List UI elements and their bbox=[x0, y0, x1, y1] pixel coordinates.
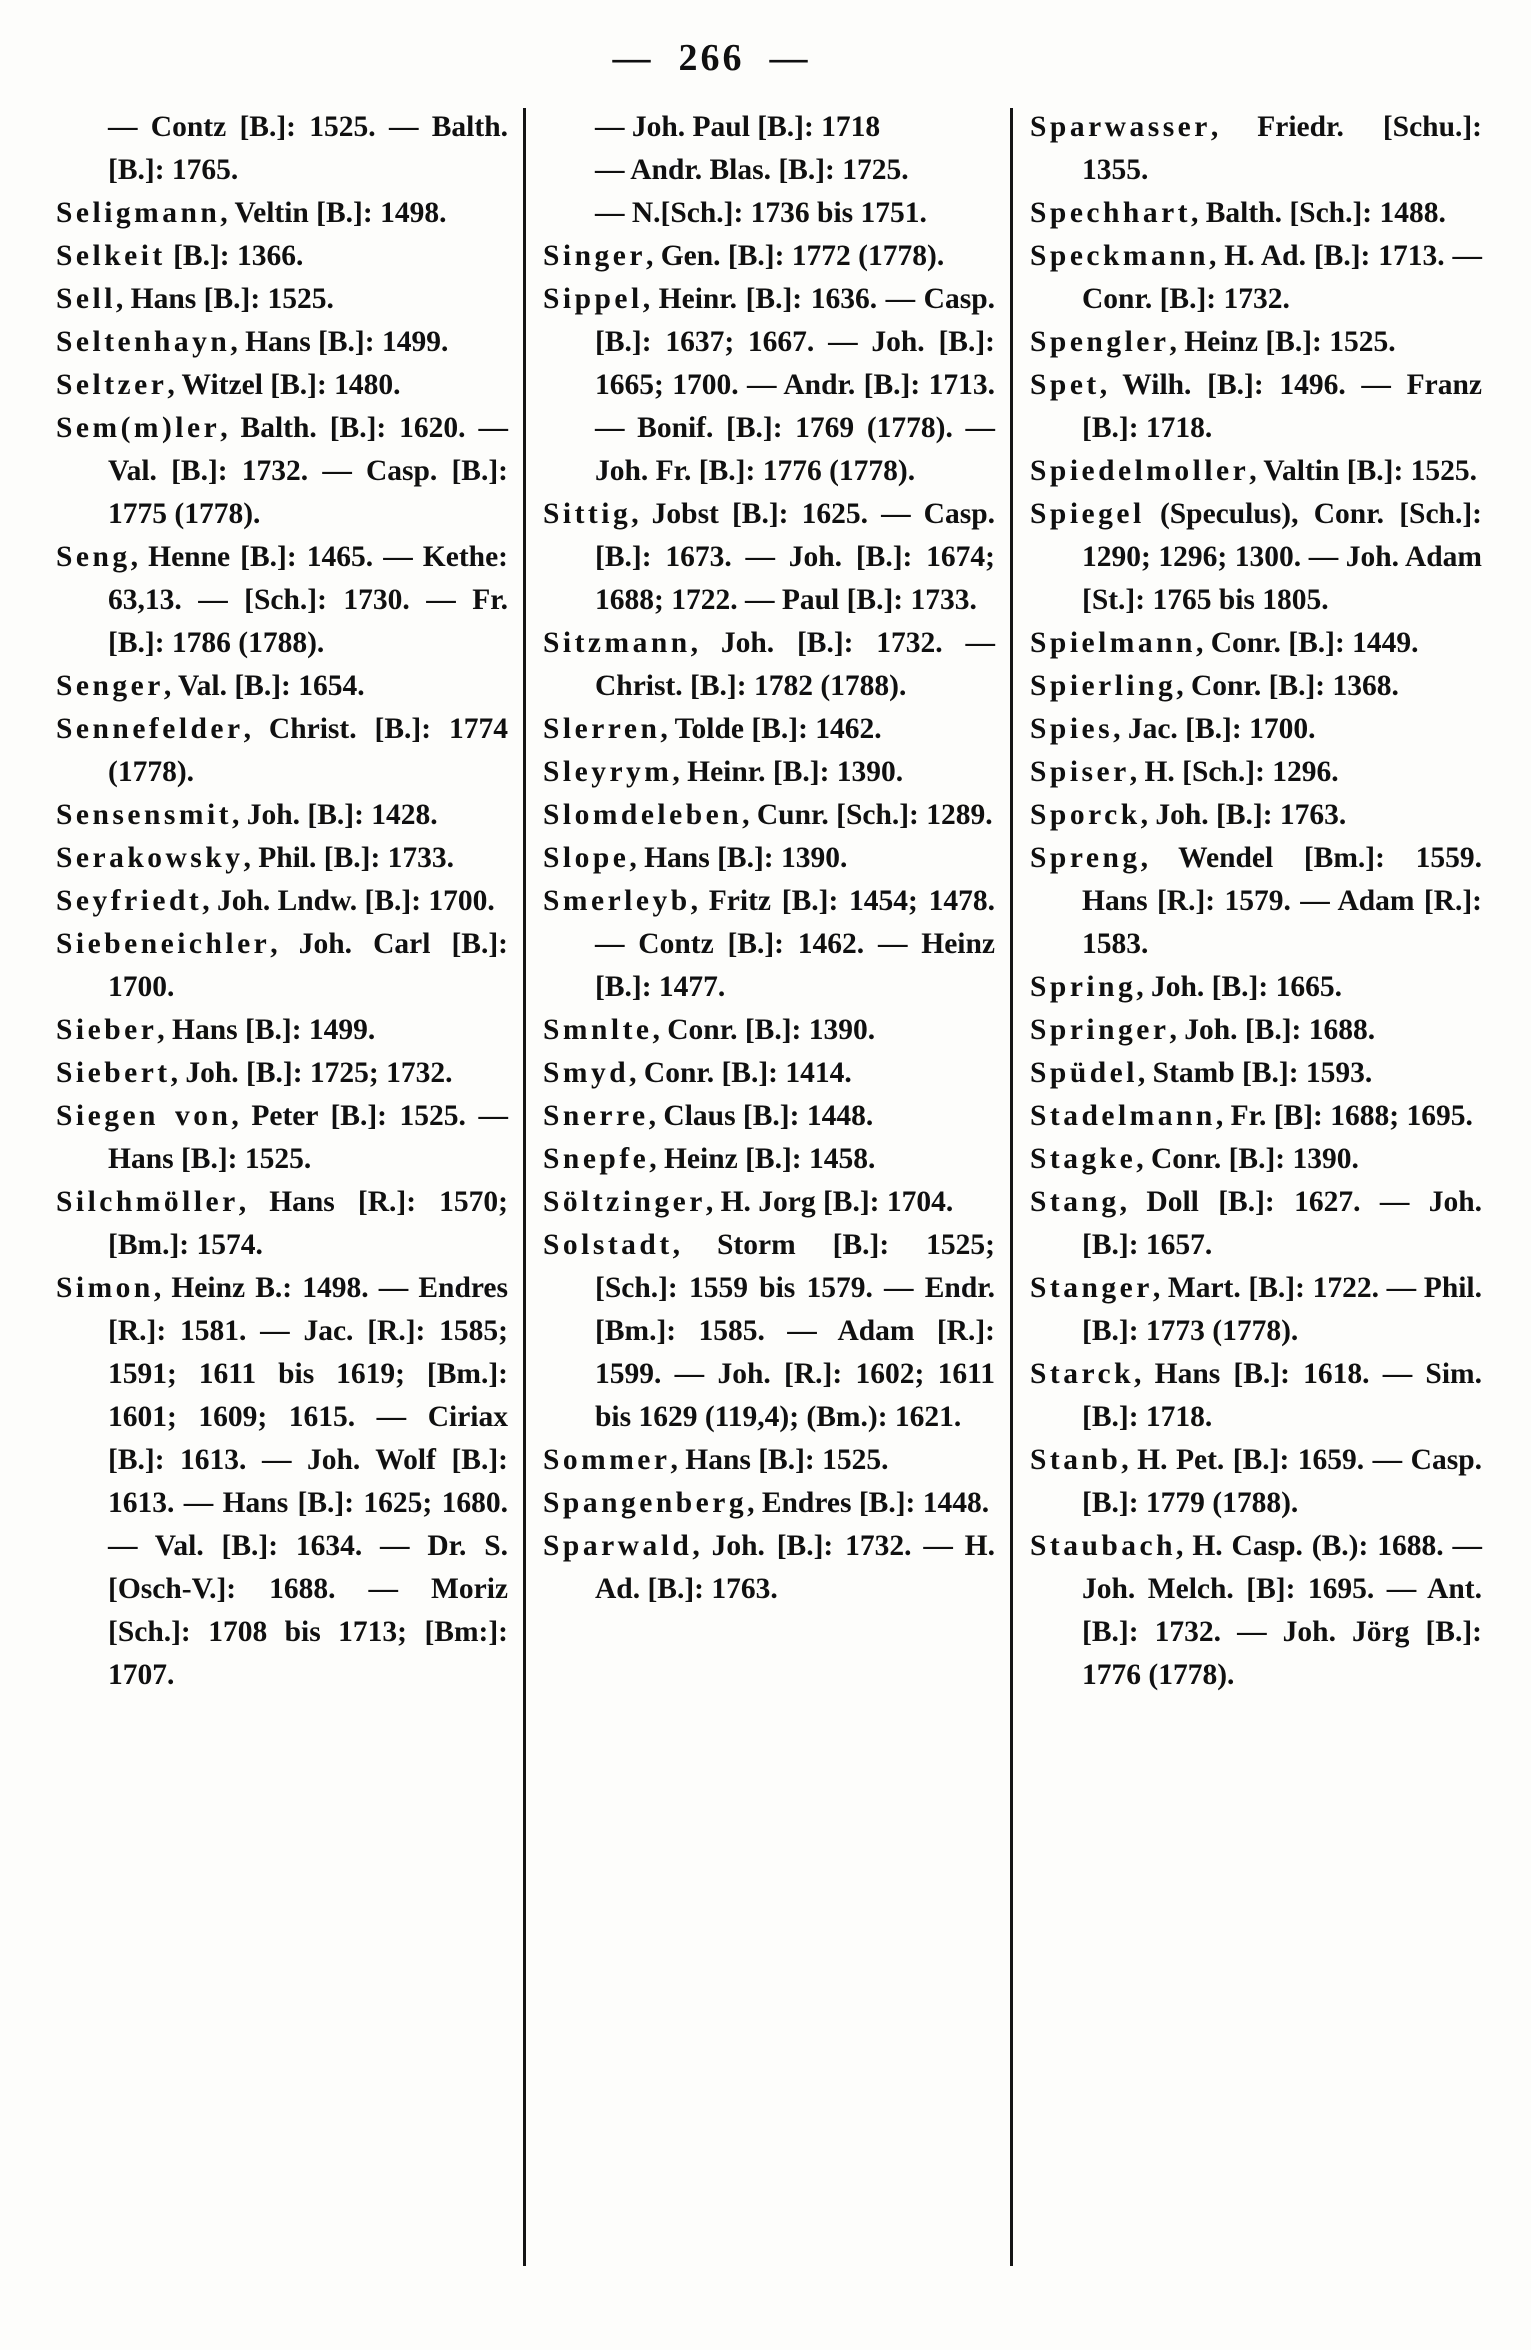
index-entry bbox=[56, 923, 508, 1009]
column-divider-1 bbox=[523, 108, 526, 2266]
entry-headword: Sippel bbox=[543, 283, 643, 315]
index-entry bbox=[543, 1009, 995, 1052]
entry-details: — Joh. Paul [B.]: 1718 bbox=[595, 111, 881, 143]
entry-headword: Siebert bbox=[56, 1057, 171, 1089]
index-entry bbox=[56, 1095, 508, 1181]
index-entry bbox=[543, 1439, 995, 1482]
entry-headword: Spangenberg bbox=[543, 1487, 748, 1519]
index-entry bbox=[543, 1482, 995, 1525]
entry-details: , Hans [B.]: 1525. bbox=[670, 1444, 889, 1476]
entry-headword: Simon bbox=[56, 1272, 154, 1304]
index-entry bbox=[56, 1052, 508, 1095]
index-entry bbox=[543, 1525, 995, 1611]
entry-details: , Joh. Lndw. [B.]: 1700. bbox=[202, 885, 495, 917]
entry-details: , Heinz [B.]: 1458. bbox=[649, 1143, 876, 1175]
entry-details: , Heinr. [B.]: 1636. — Casp. [B.]: 1637; 1667. — Joh. [B.]: 1665; 1700. — Andr. [B.]: 1713. — Bonif. [B.]: 1769 (1778). — Joh. Fr. [B.]: 1776 (1778). bbox=[595, 283, 995, 487]
entry-details: , Valtin [B.]: 1525. bbox=[1249, 455, 1478, 487]
index-entry bbox=[1030, 1439, 1482, 1525]
entry-details: , Mart. [B.]: 1722. — Phil. [B.]: 1773 (1778). bbox=[1082, 1272, 1482, 1347]
entry-details: , Joh. Carl [B.]: 1700. bbox=[108, 928, 508, 1003]
entry-details: , Wilh. [B.]: 1496. — Franz [B.]: 1718. bbox=[1082, 369, 1482, 444]
entry-headword: Stagke bbox=[1030, 1143, 1137, 1175]
index-column-2 bbox=[543, 106, 995, 1611]
index-entry bbox=[56, 192, 508, 235]
entry-headword: Spies bbox=[1030, 713, 1114, 745]
entry-headword: Smerleyb bbox=[543, 885, 691, 917]
entry-headword: Solstadt bbox=[543, 1229, 673, 1261]
index-columns bbox=[56, 106, 1482, 2266]
index-entry bbox=[1030, 450, 1482, 493]
index-entry bbox=[1030, 665, 1482, 708]
index-entry bbox=[1030, 1525, 1482, 1697]
entry-details: , Heinz B.: 1498. — Endres [R.]: 1581. — Jac. [R.]: 1585; 1591; 1611 bis 1619; [Bm.]: 1601; 1609; 1615. — Ciriax [B.]: 1613. — Joh. Wolf [B.]: 1613. — Hans [B.]: 1625; 1680. — Val. [B.]: 1634. — Dr. S. [Osch-V.]: 1688. — Moriz [Sch.]: 1708 bis 1713; [Bm:]: 1707. bbox=[108, 1272, 508, 1691]
entry-headword: Speckmann bbox=[1030, 240, 1210, 272]
index-entry bbox=[1030, 1181, 1482, 1267]
index-entry bbox=[543, 622, 995, 708]
entry-details: (Speculus), Conr. [Sch.]: 1290; 1296; 1300. — Joh. Adam [St.]: 1765 bis 1805. bbox=[1082, 498, 1482, 616]
entry-headword: Spengler bbox=[1030, 326, 1170, 358]
entry-details: , Conr. [B.]: 1390. bbox=[1136, 1143, 1359, 1175]
index-entry bbox=[1030, 321, 1482, 364]
index-entry bbox=[56, 278, 508, 321]
entry-headword: Spreng bbox=[1030, 842, 1141, 874]
entry-details: , H. Casp. (B.): 1688. — Joh. Melch. [B]: 1695. — Ant. [B.]: 1732. — Joh. Jörg [B.]: 1776 (1778). bbox=[1082, 1530, 1482, 1691]
entry-details: , Conr. [B.]: 1449. bbox=[1195, 627, 1419, 659]
entry-headword: Selkeit bbox=[56, 240, 166, 272]
entry-headword: Serakowsky bbox=[56, 842, 244, 874]
entry-headword: Slomdeleben bbox=[543, 799, 743, 831]
index-entry-continuation bbox=[543, 106, 995, 149]
entry-details: , Gen. [B.]: 1772 (1778). bbox=[645, 240, 945, 272]
entry-headword: Spring bbox=[1030, 971, 1137, 1003]
entry-headword: Silchmöller bbox=[56, 1186, 239, 1218]
index-entry-continuation bbox=[543, 149, 995, 192]
entry-details: , Storm [B.]: 1525; [Sch.]: 1559 bis 1579. — Endr. [Bm.]: 1585. — Adam [R.]: 1599. — Joh. [R.]: 1602; 1611 bis 1629 (119,4); (Bm.): 1621. bbox=[595, 1229, 995, 1433]
entry-details: , Conr. [B.]: 1368. bbox=[1176, 670, 1399, 702]
index-entry bbox=[56, 321, 508, 364]
entry-headword: Seng bbox=[56, 541, 131, 573]
index-entry bbox=[543, 708, 995, 751]
index-entry bbox=[1030, 1353, 1482, 1439]
entry-headword: Sommer bbox=[543, 1444, 671, 1476]
index-entry bbox=[543, 493, 995, 622]
index-entry bbox=[56, 407, 508, 536]
entry-headword: Stanger bbox=[1030, 1272, 1153, 1304]
index-entry bbox=[56, 235, 508, 278]
page-number: — 266 — bbox=[612, 37, 811, 79]
index-entry bbox=[1030, 751, 1482, 794]
entry-headword: Seltzer bbox=[56, 369, 168, 401]
entry-details: , Joh. [B.]: 1763. bbox=[1140, 799, 1347, 831]
index-entry bbox=[1030, 106, 1482, 192]
entry-details: , Endres [B.]: 1448. bbox=[747, 1487, 990, 1519]
entry-headword: Seltenhayn bbox=[56, 326, 231, 358]
entry-details: , Wendel [Bm.]: 1559. Hans [R.]: 1579. — Adam [R.]: 1583. bbox=[1082, 842, 1482, 960]
entry-headword: Snerre bbox=[543, 1100, 649, 1132]
index-entry bbox=[1030, 1267, 1482, 1353]
index-column-3 bbox=[1030, 106, 1482, 1697]
index-entry bbox=[543, 1095, 995, 1138]
index-entry bbox=[56, 665, 508, 708]
index-entry bbox=[1030, 493, 1482, 622]
index-entry bbox=[56, 1009, 508, 1052]
index-entry bbox=[56, 1267, 508, 1697]
index-entry bbox=[543, 1181, 995, 1224]
index-entry-continuation bbox=[543, 192, 995, 235]
entry-details: , Jobst [B.]: 1625. — Casp. [B.]: 1673. — Joh. [B.]: 1674; 1688; 1722. — Paul [B.]: 1733. bbox=[595, 498, 995, 616]
index-entry bbox=[1030, 1095, 1482, 1138]
index-entry bbox=[543, 1052, 995, 1095]
entry-headword: Singer bbox=[543, 240, 646, 272]
entry-headword: Stanb bbox=[1030, 1444, 1122, 1476]
entry-headword: Söltzinger bbox=[543, 1186, 706, 1218]
entry-headword: Sporck bbox=[1030, 799, 1141, 831]
entry-details: — Contz [B.]: 1525. — Balth. [B.]: 1765. bbox=[108, 111, 508, 186]
index-entry bbox=[543, 278, 995, 493]
index-entry bbox=[543, 1138, 995, 1181]
entry-headword: Spielmann bbox=[1030, 627, 1196, 659]
index-entry-continuation bbox=[56, 106, 508, 192]
entry-headword: Stang bbox=[1030, 1186, 1120, 1218]
index-entry bbox=[1030, 622, 1482, 665]
index-entry bbox=[1030, 837, 1482, 966]
entry-details: , Tolde [B.]: 1462. bbox=[660, 713, 882, 745]
entry-details: , Fritz [B.]: 1454; 1478. — Contz [B.]: 1462. — Heinz [B.]: 1477. bbox=[595, 885, 995, 1003]
index-entry bbox=[56, 880, 508, 923]
entry-headword: Sieber bbox=[56, 1014, 158, 1046]
index-entry bbox=[1030, 966, 1482, 1009]
entry-details: , H. [Sch.]: 1296. bbox=[1129, 756, 1339, 788]
entry-details: , Hans [R.]: 1570; [Bm.]: 1574. bbox=[108, 1186, 508, 1261]
entry-details: , Stamb [B.]: 1593. bbox=[1137, 1057, 1373, 1089]
index-entry bbox=[543, 235, 995, 278]
entry-details: , Hans [B.]: 1499. bbox=[230, 326, 449, 358]
entry-details: , Veltin [B.]: 1498. bbox=[220, 197, 447, 229]
entry-headword: Slope bbox=[543, 842, 630, 874]
entry-headword: Siegen von bbox=[56, 1100, 232, 1132]
entry-headword: Spüdel bbox=[1030, 1057, 1138, 1089]
entry-details: — N.[Sch.]: 1736 bis 1751. bbox=[595, 197, 927, 229]
entry-headword: Spiedelmoller bbox=[1030, 455, 1250, 487]
index-entry bbox=[543, 880, 995, 1009]
entry-details: , Joh. [B.]: 1725; 1732. bbox=[170, 1057, 453, 1089]
entry-headword: Seligmann bbox=[56, 197, 221, 229]
entry-headword: Stadelmann bbox=[1030, 1100, 1216, 1132]
entry-headword: Sensensmit bbox=[56, 799, 232, 831]
entry-details: [B.]: 1366. bbox=[165, 240, 304, 272]
entry-details: , Hans [B.]: 1390. bbox=[629, 842, 848, 874]
index-entry bbox=[543, 837, 995, 880]
entry-details: , Witzel [B.]: 1480. bbox=[167, 369, 401, 401]
index-entry bbox=[1030, 1009, 1482, 1052]
entry-details: , Balth. [B.]: 1620. — Val. [B.]: 1732. — Casp. [B.]: 1775 (1778). bbox=[108, 412, 508, 530]
entry-details: , Heinz [B.]: 1525. bbox=[1169, 326, 1396, 358]
entry-headword: Senger bbox=[56, 670, 164, 702]
index-entry bbox=[1030, 1138, 1482, 1181]
index-entry bbox=[56, 364, 508, 407]
entry-headword: Smnlte bbox=[543, 1014, 653, 1046]
entry-details: , Hans [B.]: 1525. bbox=[115, 283, 334, 315]
entry-details: , Val. [B.]: 1654. bbox=[163, 670, 365, 702]
entry-headword: Sell bbox=[56, 283, 116, 315]
entry-headword: Spierling bbox=[1030, 670, 1177, 702]
entry-details: , Doll [B.]: 1627. — Joh. [B.]: 1657. bbox=[1082, 1186, 1482, 1261]
entry-details: , Claus [B.]: 1448. bbox=[648, 1100, 874, 1132]
column-divider-2 bbox=[1010, 108, 1013, 2266]
entry-details: , Heinr. [B.]: 1390. bbox=[672, 756, 904, 788]
entry-details: — Andr. Blas. [B.]: 1725. bbox=[595, 154, 909, 186]
index-entry bbox=[1030, 708, 1482, 751]
index-entry bbox=[1030, 1052, 1482, 1095]
index-entry bbox=[56, 794, 508, 837]
entry-headword: Spet bbox=[1030, 369, 1100, 401]
index-entry bbox=[56, 536, 508, 665]
entry-details: , Peter [B.]: 1525. — Hans [B.]: 1525. bbox=[108, 1100, 508, 1175]
entry-details: , Fr. [B]: 1688; 1695. bbox=[1215, 1100, 1473, 1132]
entry-headword: Seyfriedt bbox=[56, 885, 203, 917]
entry-headword: Siebeneichler bbox=[56, 928, 271, 960]
index-column-1 bbox=[56, 106, 508, 1697]
entry-headword: Spiegel bbox=[1030, 498, 1145, 530]
entry-details: , H. Ad. [B.]: 1713. — Conr. [B.]: 1732. bbox=[1082, 240, 1482, 315]
entry-details: , Henne [B.]: 1465. — Kethe: 63,13. — [Sch.]: 1730. — Fr. [B.]: 1786 (1788). bbox=[108, 541, 508, 659]
entry-details: , H. Pet. [B.]: 1659. — Casp. [B.]: 1779 (1788). bbox=[1082, 1444, 1482, 1519]
entry-headword: Spechhart bbox=[1030, 197, 1191, 229]
index-entry bbox=[543, 751, 995, 794]
entry-headword: Springer bbox=[1030, 1014, 1170, 1046]
entry-headword: Staubach bbox=[1030, 1530, 1177, 1562]
index-entry bbox=[543, 794, 995, 837]
entry-details: , Jac. [B.]: 1700. bbox=[1113, 713, 1316, 745]
index-entry bbox=[56, 708, 508, 794]
entry-details: , Joh. [B.]: 1732. — Christ. [B.]: 1782 (1788). bbox=[595, 627, 995, 702]
entry-headword: Slerren bbox=[543, 713, 661, 745]
entry-headword: Spiser bbox=[1030, 756, 1130, 788]
entry-details: , Balth. [Sch.]: 1488. bbox=[1190, 197, 1446, 229]
entry-headword: Sleyrym bbox=[543, 756, 673, 788]
entry-headword: Sittig bbox=[543, 498, 632, 530]
index-entry bbox=[56, 837, 508, 880]
entry-headword: Sem(m)ler bbox=[56, 412, 221, 444]
entry-details: , Phil. [B.]: 1733. bbox=[243, 842, 455, 874]
entry-details: , Joh. [B.]: 1688. bbox=[1169, 1014, 1376, 1046]
entry-details: , Joh. [B.]: 1428. bbox=[231, 799, 438, 831]
entry-headword: Snepfe bbox=[543, 1143, 650, 1175]
index-entry bbox=[1030, 235, 1482, 321]
entry-details: , Conr. [B.]: 1390. bbox=[652, 1014, 876, 1046]
entry-details: , Hans [B.]: 1618. — Sim. [B.]: 1718. bbox=[1082, 1358, 1482, 1433]
index-entry bbox=[1030, 192, 1482, 235]
entry-headword: Starck bbox=[1030, 1358, 1135, 1390]
entry-details: , Joh. [B.]: 1732. — H. Ad. [B.]: 1763. bbox=[595, 1530, 995, 1605]
entry-details: , Christ. [B.]: 1774 (1778). bbox=[108, 713, 508, 788]
entry-headword: Smyd bbox=[543, 1057, 630, 1089]
entry-headword: Sparwald bbox=[543, 1530, 693, 1562]
index-entry bbox=[56, 1181, 508, 1267]
entry-details: , Cunr. [Sch.]: 1289. bbox=[742, 799, 993, 831]
entry-details: , Hans [B.]: 1499. bbox=[157, 1014, 376, 1046]
index-entry bbox=[543, 1224, 995, 1439]
entry-details: , Joh. [B.]: 1665. bbox=[1136, 971, 1342, 1003]
entry-headword: Sparwasser bbox=[1030, 111, 1211, 143]
entry-details: , Friedr. [Schu.]: 1355. bbox=[1082, 111, 1482, 186]
entry-details: , Conr. [B.]: 1414. bbox=[629, 1057, 852, 1089]
entry-headword: Sennefelder bbox=[56, 713, 244, 745]
index-entry bbox=[1030, 794, 1482, 837]
entry-headword: Sitzmann bbox=[543, 627, 691, 659]
index-entry bbox=[1030, 364, 1482, 450]
entry-details: , H. Jorg [B.]: 1704. bbox=[705, 1186, 954, 1218]
